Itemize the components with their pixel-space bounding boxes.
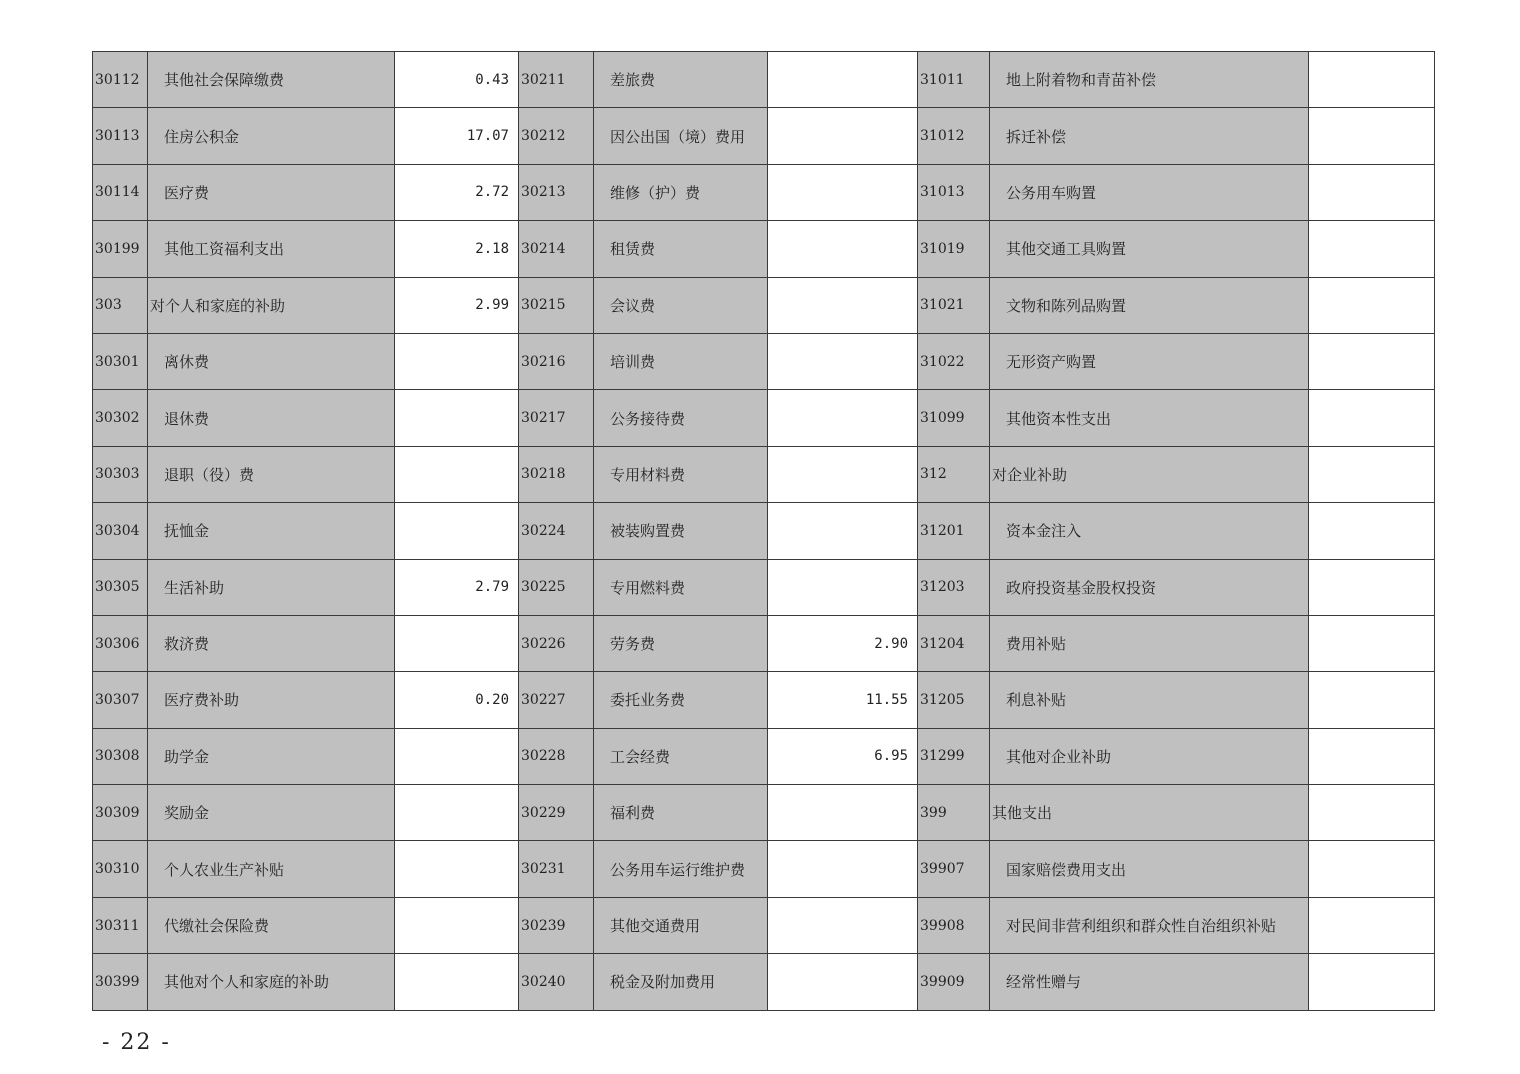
amount-cell [1309,897,1435,953]
subject-name: 无形资产购置 [990,333,1309,389]
subject-name: 退职（役）费 [148,446,395,502]
amount-cell [1309,954,1435,1010]
subject-name: 助学金 [148,728,395,784]
subject-name: 经常性赠与 [990,954,1309,1010]
amount-cell [768,164,918,220]
amount-cell [768,333,918,389]
amount-cell [1309,559,1435,615]
subject-code: 30239 [519,897,594,953]
subject-name: 专用燃料费 [594,559,768,615]
subject-code: 31299 [918,728,990,784]
amount-cell [1309,108,1435,164]
subject-name: 离休费 [148,333,395,389]
subject-code: 30213 [519,164,594,220]
subject-code: 30216 [519,333,594,389]
subject-code: 303 [93,277,148,333]
subject-code: 30308 [93,728,148,784]
amount-cell: 0.43 [395,52,519,108]
amount-cell [395,897,519,953]
amount-cell [1309,503,1435,559]
table-row [93,672,1435,728]
table-row [93,728,1435,784]
subject-name: 差旅费 [594,52,768,108]
subject-code: 31013 [918,164,990,220]
amount-cell [1309,333,1435,389]
subject-name: 税金及附加费用 [594,954,768,1010]
amount-cell [395,728,519,784]
subject-name: 个人农业生产补贴 [148,841,395,897]
subject-code: 30311 [93,897,148,953]
subject-code: 30218 [519,446,594,502]
amount-cell: 2.99 [395,277,519,333]
amount-cell [768,841,918,897]
amount-cell [768,277,918,333]
amount-cell [1309,841,1435,897]
amount-cell [395,390,519,446]
table-row [93,503,1435,559]
table-row [93,954,1435,1010]
subject-code: 312 [918,446,990,502]
amount-cell: 2.18 [395,221,519,277]
table-row [93,446,1435,502]
amount-cell: 0.20 [395,672,519,728]
amount-cell [768,221,918,277]
subject-code: 30399 [93,954,148,1010]
table-row [93,841,1435,897]
subject-code: 30114 [93,164,148,220]
amount-cell: 11.55 [768,672,918,728]
subject-code: 399 [918,785,990,841]
subject-code: 30199 [93,221,148,277]
subject-name: 其他对企业补助 [990,728,1309,784]
subject-name: 公务用车购置 [990,164,1309,220]
subject-code: 30307 [93,672,148,728]
amount-cell: 2.72 [395,164,519,220]
subject-code: 30228 [519,728,594,784]
subject-name: 对民间非营利组织和群众性自治组织补贴 [990,897,1309,953]
amount-cell [395,333,519,389]
amount-cell [1309,390,1435,446]
amount-cell [395,841,519,897]
subject-code: 30112 [93,52,148,108]
subject-name: 其他社会保障缴费 [148,52,395,108]
subject-code: 39909 [918,954,990,1010]
subject-code: 31099 [918,390,990,446]
table-row [93,277,1435,333]
subject-name: 维修（护）费 [594,164,768,220]
subject-name: 其他支出 [990,785,1309,841]
subject-name: 抚恤金 [148,503,395,559]
subject-code: 31204 [918,615,990,671]
table-row [93,615,1435,671]
amount-cell [1309,221,1435,277]
subject-code: 30305 [93,559,148,615]
subject-code: 39907 [918,841,990,897]
expenditure-table [92,51,1435,1011]
amount-cell [395,785,519,841]
subject-name: 工会经费 [594,728,768,784]
amount-cell: 6.95 [768,728,918,784]
amount-cell [768,446,918,502]
subject-code: 30303 [93,446,148,502]
subject-name: 对个人和家庭的补助 [148,277,395,333]
amount-cell [395,615,519,671]
expenditure-table-body [93,52,1435,1011]
subject-name: 公务用车运行维护费 [594,841,768,897]
subject-code: 30225 [519,559,594,615]
subject-code: 31022 [918,333,990,389]
subject-name: 地上附着物和青苗补偿 [990,52,1309,108]
amount-cell [1309,672,1435,728]
subject-code: 31203 [918,559,990,615]
amount-cell [768,897,918,953]
amount-cell [395,503,519,559]
subject-code: 30113 [93,108,148,164]
subject-name: 奖励金 [148,785,395,841]
amount-cell [768,954,918,1010]
subject-code: 31201 [918,503,990,559]
subject-name: 拆迁补偿 [990,108,1309,164]
amount-cell [1309,52,1435,108]
table-row [93,221,1435,277]
subject-name: 专用材料费 [594,446,768,502]
subject-code: 30301 [93,333,148,389]
subject-code: 30240 [519,954,594,1010]
subject-code: 31021 [918,277,990,333]
subject-code: 30306 [93,615,148,671]
subject-code: 30231 [519,841,594,897]
page-number: - 22 - [102,1030,171,1055]
subject-code: 30229 [519,785,594,841]
subject-code: 31019 [918,221,990,277]
amount-cell [1309,615,1435,671]
subject-code: 30214 [519,221,594,277]
amount-cell [395,446,519,502]
amount-cell: 17.07 [395,108,519,164]
subject-code: 39908 [918,897,990,953]
subject-name: 利息补贴 [990,672,1309,728]
amount-cell [768,108,918,164]
subject-name: 代缴社会保险费 [148,897,395,953]
subject-code: 30212 [519,108,594,164]
table-row [93,785,1435,841]
subject-name: 国家赔偿费用支出 [990,841,1309,897]
subject-name: 其他交通费用 [594,897,768,953]
subject-code: 30302 [93,390,148,446]
subject-name: 退休费 [148,390,395,446]
subject-name: 劳务费 [594,615,768,671]
subject-name: 文物和陈列品购置 [990,277,1309,333]
amount-cell [768,503,918,559]
amount-cell: 2.90 [768,615,918,671]
amount-cell [1309,785,1435,841]
subject-name: 因公出国（境）费用 [594,108,768,164]
subject-name: 福利费 [594,785,768,841]
subject-name: 资本金注入 [990,503,1309,559]
subject-name: 医疗费补助 [148,672,395,728]
subject-name: 其他工资福利支出 [148,221,395,277]
amount-cell [768,559,918,615]
subject-code: 30217 [519,390,594,446]
subject-code: 31205 [918,672,990,728]
subject-code: 30309 [93,785,148,841]
subject-name: 委托业务费 [594,672,768,728]
amount-cell [1309,164,1435,220]
subject-name: 救济费 [148,615,395,671]
table-row [93,559,1435,615]
subject-name: 费用补贴 [990,615,1309,671]
subject-code: 30226 [519,615,594,671]
subject-name: 政府投资基金股权投资 [990,559,1309,615]
amount-cell [1309,446,1435,502]
subject-name: 租赁费 [594,221,768,277]
subject-name: 其他交通工具购置 [990,221,1309,277]
amount-cell [768,785,918,841]
amount-cell [768,52,918,108]
subject-name: 对企业补助 [990,446,1309,502]
amount-cell [768,390,918,446]
subject-code: 31011 [918,52,990,108]
subject-name: 被装购置费 [594,503,768,559]
subject-code: 31012 [918,108,990,164]
table-row [93,333,1435,389]
subject-code: 30211 [519,52,594,108]
subject-name: 公务接待费 [594,390,768,446]
subject-name: 其他对个人和家庭的补助 [148,954,395,1010]
amount-cell: 2.79 [395,559,519,615]
subject-name: 住房公积金 [148,108,395,164]
amount-cell [395,954,519,1010]
table-row [93,897,1435,953]
table-row [93,164,1435,220]
subject-code: 30215 [519,277,594,333]
subject-code: 30304 [93,503,148,559]
subject-name: 会议费 [594,277,768,333]
subject-name: 生活补助 [148,559,395,615]
subject-name: 培训费 [594,333,768,389]
subject-code: 30227 [519,672,594,728]
amount-cell [1309,728,1435,784]
amount-cell [1309,277,1435,333]
table-row [93,390,1435,446]
subject-name: 医疗费 [148,164,395,220]
subject-code: 30310 [93,841,148,897]
table-row [93,52,1435,108]
subject-name: 其他资本性支出 [990,390,1309,446]
table-row [93,108,1435,164]
subject-code: 30224 [519,503,594,559]
